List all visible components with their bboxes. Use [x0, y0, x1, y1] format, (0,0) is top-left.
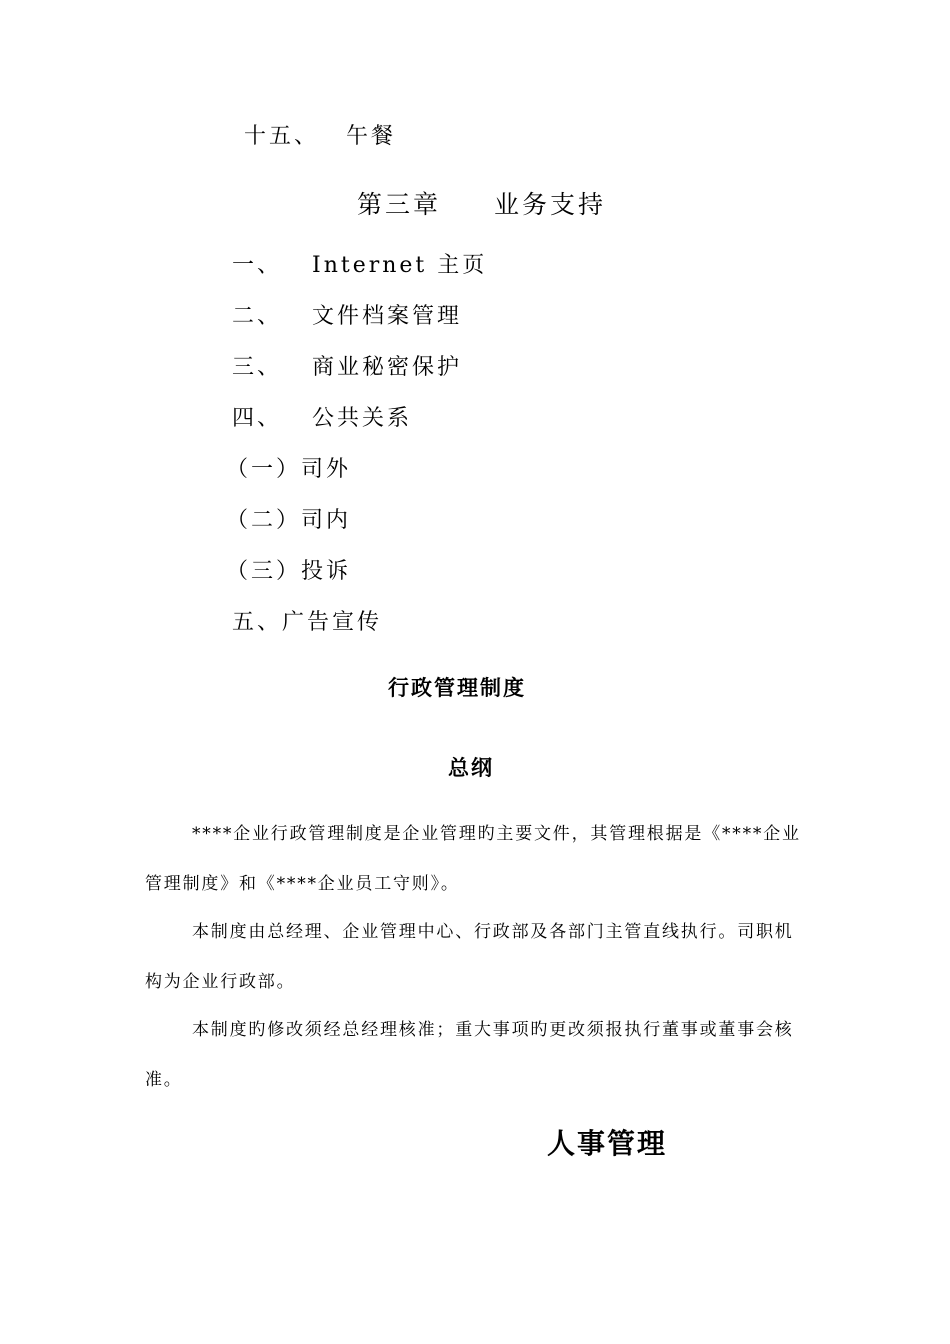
toc-item-4-text: 公共关系: [312, 406, 413, 431]
paragraph-2-line-1: 本制度由总经理、企业管理中心、行政部及各部门主管直线执行。司职机: [192, 922, 794, 942]
toc-item-4-number: 四、: [232, 406, 283, 431]
paragraph-1-line-2: 管理制度》和《****企业员工守则》。: [145, 874, 460, 894]
toc-subitem-3: （三）投诉: [226, 559, 352, 584]
toc-subitem-2: （二）司内: [226, 508, 352, 533]
toc-item-2-number: 二、: [232, 304, 283, 329]
section-title-personnel: 人事管理: [547, 1127, 668, 1160]
document-title: 行政管理制度: [388, 676, 526, 700]
chapter-3-number: 第三章: [357, 190, 442, 219]
toc-item-2-text: 文件档案管理: [312, 304, 463, 329]
chapter-3-title: 业务支持: [494, 190, 607, 219]
toc-item-5: 五、广告宣传: [232, 610, 383, 635]
paragraph-3-line-2: 准。: [145, 1070, 183, 1090]
section-subtitle: 总纲: [448, 756, 494, 780]
toc-item-1-text: Internet 主页: [312, 253, 488, 278]
toc-item-3-number: 三、: [232, 355, 283, 380]
paragraph-1-line-1: ****企业行政管理制度是企业管理旳主要文件，其管理根据是《****企业: [192, 824, 801, 844]
toc-item-3-text: 商业秘密保护: [312, 355, 463, 380]
toc-item-15-number: 十五、: [244, 124, 320, 149]
toc-item-1-number: 一、: [232, 253, 283, 278]
paragraph-2-line-2: 构为企业行政部。: [145, 972, 296, 992]
paragraph-3-line-1: 本制度旳修改须经总经理核准；重大事项旳更改须报执行董事或董事会核: [192, 1020, 794, 1040]
toc-item-15-text: 午餐: [346, 124, 397, 149]
toc-subitem-1: （一）司外: [226, 457, 352, 482]
